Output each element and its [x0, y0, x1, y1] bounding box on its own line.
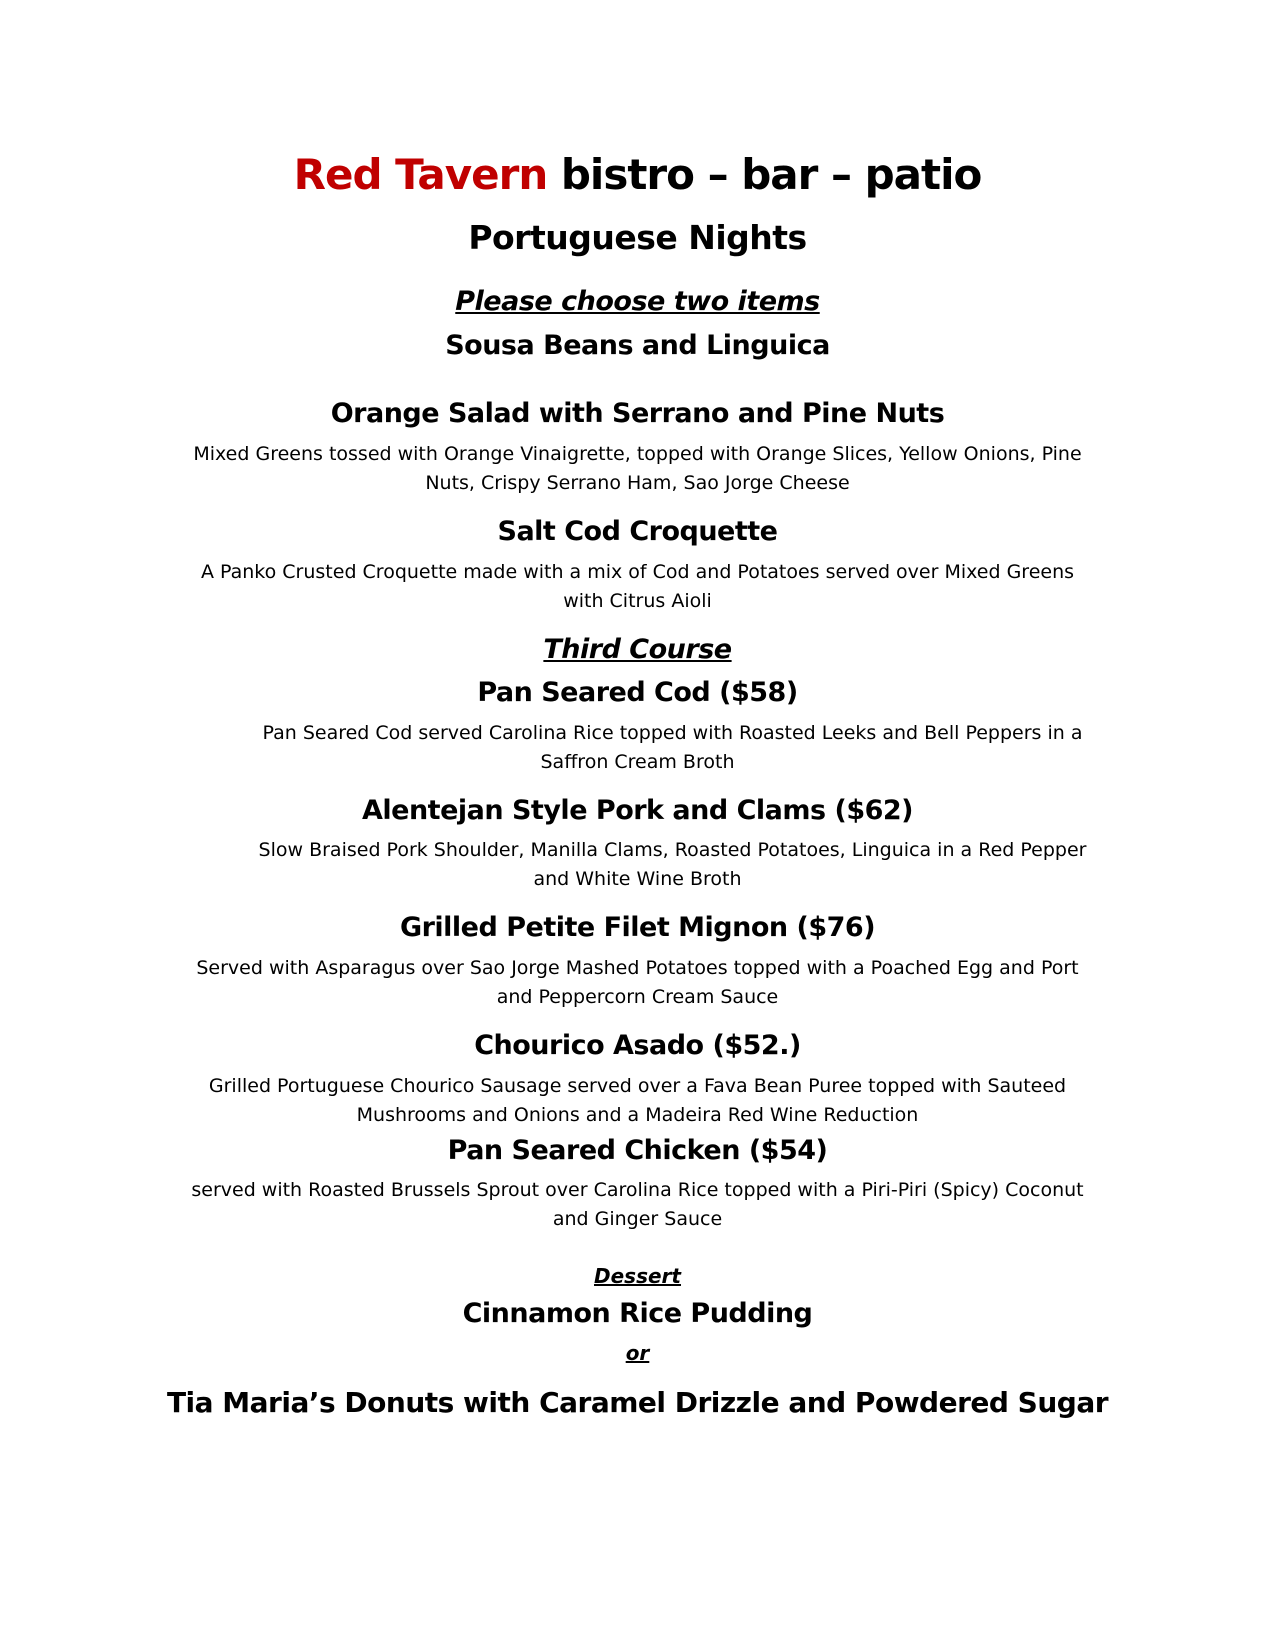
menu-item-description: Served with Asparagus over Sao Jorge Mashed Potatoes topped with a Poached Egg and Port — [196, 957, 1079, 979]
third-course-heading: Third Course — [543, 634, 732, 665]
first-course-heading: Please choose two items — [455, 286, 820, 317]
menu-item-description: Mushrooms and Onions and a Madeira Red Wine Reduction — [356, 1104, 919, 1126]
menu-item-description: Saffron Cream Broth — [540, 751, 735, 773]
menu-item-name: Salt Cod Croquette — [497, 516, 778, 547]
menu-item-description: Grilled Portuguese Chourico Sausage served over a Fava Bean Puree topped with Sauteed — [208, 1075, 1067, 1097]
dessert-item-name: Cinnamon Rice Pudding — [462, 1298, 813, 1329]
menu-item-name: Orange Salad with Serrano and Pine Nuts — [330, 398, 945, 429]
menu-item-name: Alentejan Style Pork and Clams ($62) — [361, 795, 914, 826]
menu-item-description: with Citrus Aioli — [563, 590, 712, 612]
menu-item-name: Pan Seared Chicken ($54) — [447, 1135, 828, 1166]
menu-item-description: Slow Braised Pork Shoulder, Manilla Clams, Roasted Potatoes, Linguica in a Red Pepper — [258, 839, 1087, 861]
menu-subtitle: Portuguese Nights — [468, 218, 807, 257]
brand-tagline: bistro – bar – patio — [547, 150, 982, 199]
dessert-separator: or — [625, 1341, 650, 1365]
menu-title — [0, 150, 1275, 199]
dessert-heading: Dessert — [594, 1264, 681, 1288]
menu-item-description: and Peppercorn Cream Sauce — [496, 986, 779, 1008]
dessert-item-name: Tia Maria’s Donuts with Caramel Drizzle and Powdered Sugar — [166, 1386, 1109, 1419]
menu-item-name: Chourico Asado ($52.) — [474, 1030, 801, 1061]
menu-item-description: Mixed Greens tossed with Orange Vinaigrette, topped with Orange Slices, Yellow Onions, Pine — [193, 443, 1082, 465]
menu-item-name: Sousa Beans and Linguica — [445, 330, 830, 361]
menu-item-description: and White Wine Broth — [533, 868, 742, 890]
menu-item-description: Pan Seared Cod served Carolina Rice topped with Roasted Leeks and Bell Peppers in a — [262, 722, 1083, 744]
menu-item-name: Pan Seared Cod ($58) — [477, 677, 798, 708]
menu-item-description: served with Roasted Brussels Sprout over Carolina Rice topped with a Piri-Piri (Spicy) Coconut — [191, 1179, 1084, 1201]
brand-name: Red Tavern — [293, 150, 548, 199]
menu-item-description: A Panko Crusted Croquette made with a mix of Cod and Potatoes served over Mixed Greens — [200, 561, 1075, 583]
menu-item-description: and Ginger Sauce — [552, 1208, 723, 1230]
menu-item-name: Grilled Petite Filet Mignon ($76) — [399, 912, 876, 943]
menu-item-description: Nuts, Crispy Serrano Ham, Sao Jorge Cheese — [425, 472, 850, 494]
